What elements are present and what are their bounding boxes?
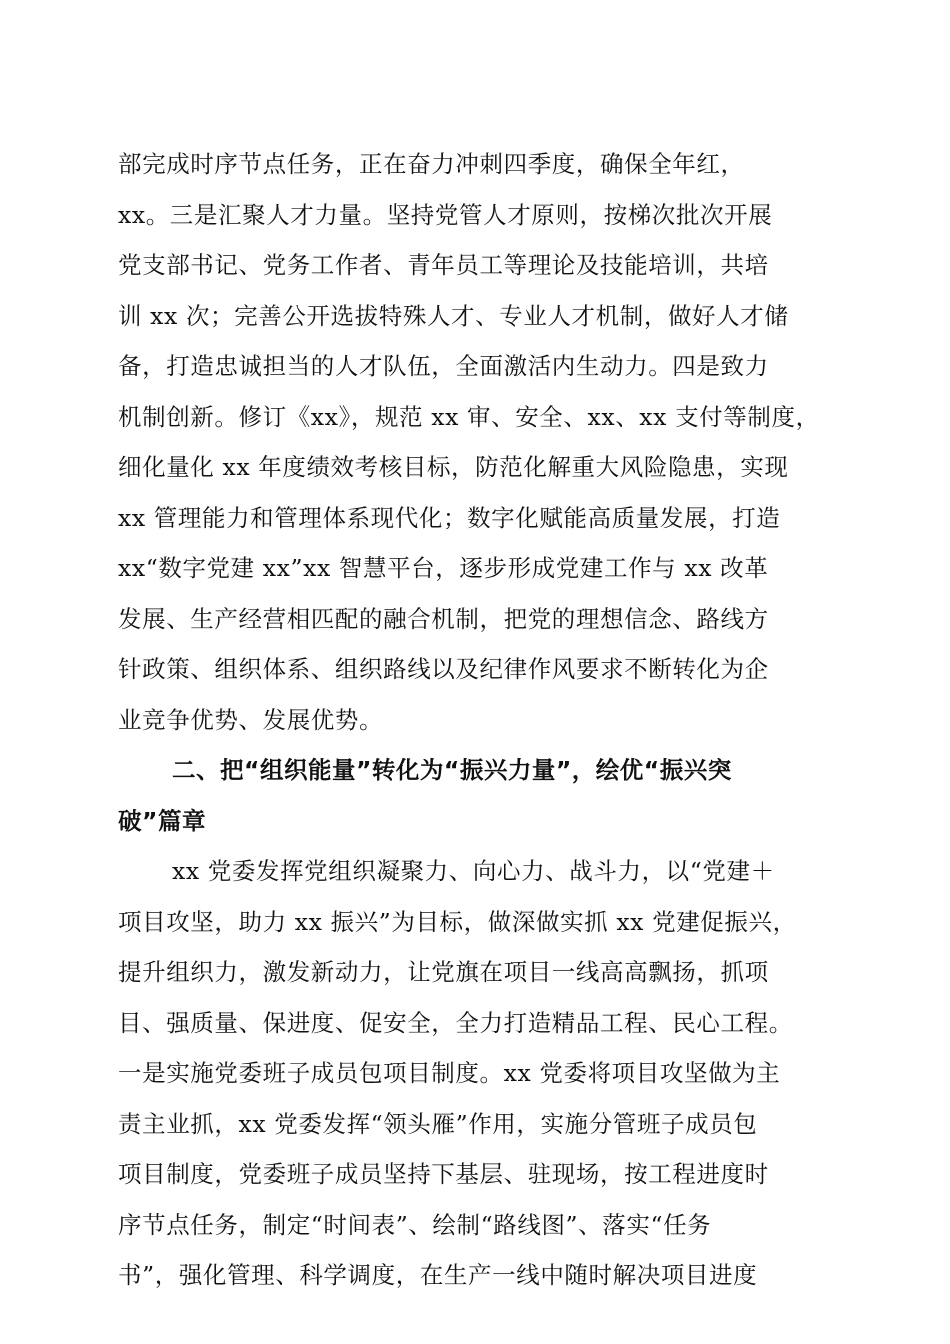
text-line: 针政策、组织体系、组织路线以及纪律作风要求不断转化为企	[118, 655, 769, 683]
heading-line: 破”篇章	[118, 806, 206, 835]
text-line: 机制创新。修订《xx》，规范 xx 审、安全、xx、xx 支付等制度，	[118, 402, 820, 431]
text-line: xx 管理能力和管理体系现代化；数字化赋能高质量发展，打造	[118, 503, 781, 532]
text-line: 发展、生产经营相匹配的融合机制，把党的理想信念、路线方	[118, 604, 769, 633]
text-line: 备，打造忠诚担当的人才队伍，全面激活内生动力。四是致力	[118, 352, 769, 380]
text-line: 序节点任务，制定“时间表”、绘制“路线图”、落实“任务	[118, 1210, 712, 1239]
document-body	[118, 139, 838, 1301]
text-line: xx 党委发挥党组织凝聚力、向心力、战斗力，以“党建＋	[172, 857, 775, 885]
paragraph-continuation	[118, 139, 838, 745]
text-line: 责主业抓，xx 党委发挥“领头雁”作用，实施分管班子成员包	[118, 1109, 758, 1138]
section-paragraph	[118, 846, 838, 1301]
text-line: 书”，强化管理、科学调度，在生产一线中随时解决项目进度	[118, 1261, 758, 1289]
text-line: 目、强质量、保进度、促安全，全力打造精品工程、民心工程。	[118, 1008, 793, 1037]
text-line: 部完成时序节点任务，正在奋力冲刺四季度，确保全年红，	[118, 150, 745, 178]
text-line: 提升组织力，激发新动力，让党旗在项目一线高高飘扬，抓项	[118, 958, 769, 986]
text-line: xx。三是汇聚人才力量。坚持党管人才原则，按梯次批次开展	[118, 200, 773, 229]
text-line: 党支部书记、党务工作者、青年员工等理论及技能培训，共培	[118, 251, 769, 279]
text-line: 项目制度，党委班子成员坚持下基层、驻现场，按工程进度时	[118, 1160, 769, 1188]
text-line: 细化量化 xx 年度绩效考核目标，防范化解重大风险隐患，实现	[118, 453, 789, 481]
text-line: 业竞争优势、发展优势。	[118, 705, 384, 734]
text-line: xx“数字党建 xx”xx 智慧平台，逐步形成党建工作与 xx 改革	[118, 554, 769, 582]
text-line: 一是实施党委班子成员包项目制度。xx 党委将项目攻坚做为主	[118, 1059, 781, 1087]
text-line: 训 xx 次；完善公开选拔特殊人才、专业人才机制，做好人才储	[118, 301, 789, 330]
text-line: 项目攻坚，助力 xx 振兴”为目标，做深做实抓 xx 党建促振兴，	[118, 907, 797, 936]
heading-line: 二、把“组织能量”转化为“振兴力量”，绘优“振兴突	[172, 756, 732, 784]
section-heading	[118, 745, 838, 846]
